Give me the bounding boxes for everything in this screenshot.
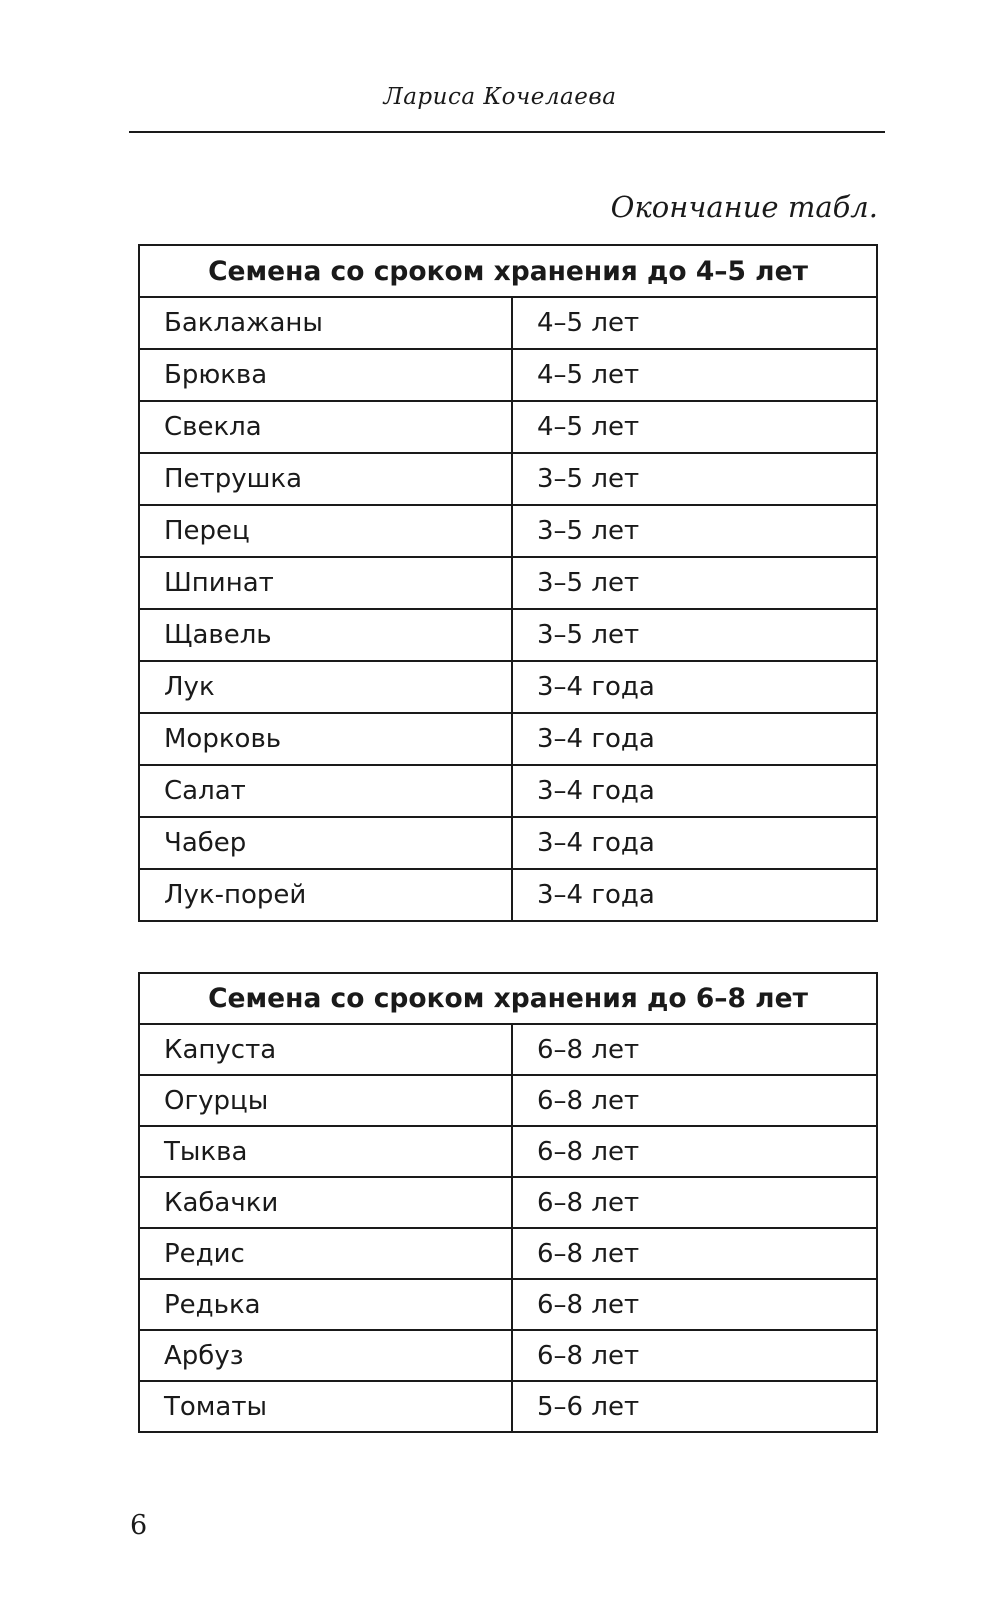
table-row xyxy=(139,1381,877,1432)
table-header-row xyxy=(139,973,877,1024)
crop-name-cell: Огурцы xyxy=(139,1075,512,1126)
storage-term-cell: 6–8 лет xyxy=(512,1279,877,1330)
crop-name-cell: Лук-порей xyxy=(139,869,512,921)
storage-term-cell: 6–8 лет xyxy=(512,1228,877,1279)
storage-term-cell: 3–4 года xyxy=(512,713,877,765)
table-body xyxy=(139,297,877,921)
table-row xyxy=(139,349,877,401)
table-row xyxy=(139,505,877,557)
crop-name-cell: Чабер xyxy=(139,817,512,869)
storage-term-cell: 6–8 лет xyxy=(512,1330,877,1381)
storage-term-cell: 3–4 года xyxy=(512,869,877,921)
table-row xyxy=(139,713,877,765)
storage-term-cell: 6–8 лет xyxy=(512,1126,877,1177)
table-row xyxy=(139,1330,877,1381)
table-row xyxy=(139,1075,877,1126)
table-continuation-note: Окончание табл. xyxy=(610,190,878,224)
storage-term-cell: 4–5 лет xyxy=(512,401,877,453)
table-row xyxy=(139,1177,877,1228)
crop-name-cell: Редька xyxy=(139,1279,512,1330)
table-row xyxy=(139,817,877,869)
storage-term-cell: 3–5 лет xyxy=(512,453,877,505)
table-row xyxy=(139,869,877,921)
crop-name-cell: Свекла xyxy=(139,401,512,453)
storage-term-cell: 5–6 лет xyxy=(512,1381,877,1432)
crop-name-cell: Перец xyxy=(139,505,512,557)
crop-name-cell: Лук xyxy=(139,661,512,713)
storage-term-cell: 6–8 лет xyxy=(512,1177,877,1228)
crop-name-cell: Шпинат xyxy=(139,557,512,609)
table-body xyxy=(139,1024,877,1432)
storage-term-cell: 3–5 лет xyxy=(512,505,877,557)
crop-name-cell: Редис xyxy=(139,1228,512,1279)
storage-term-cell: 3–5 лет xyxy=(512,557,877,609)
storage-term-cell: 6–8 лет xyxy=(512,1075,877,1126)
table-row xyxy=(139,557,877,609)
crop-name-cell: Тыква xyxy=(139,1126,512,1177)
crop-name-cell: Петрушка xyxy=(139,453,512,505)
crop-name-cell: Щавель xyxy=(139,609,512,661)
crop-name-cell: Морковь xyxy=(139,713,512,765)
table-row xyxy=(139,401,877,453)
header-rule xyxy=(129,131,885,133)
storage-term-cell: 4–5 лет xyxy=(512,297,877,349)
storage-term-cell: 3–4 года xyxy=(512,661,877,713)
crop-name-cell: Кабачки xyxy=(139,1177,512,1228)
table-title: Семена со сроком хранения до 6–8 лет xyxy=(139,973,877,1024)
page-number: 6 xyxy=(130,1510,148,1541)
table-row xyxy=(139,1126,877,1177)
storage-term-cell: 3–5 лет xyxy=(512,609,877,661)
storage-term-cell: 3–4 года xyxy=(512,817,877,869)
seed-storage-table-6-8-years xyxy=(138,972,878,1433)
table-row xyxy=(139,1024,877,1075)
running-head-author: Лариса Кочелаева xyxy=(383,84,617,110)
crop-name-cell: Капуста xyxy=(139,1024,512,1075)
table-row xyxy=(139,661,877,713)
crop-name-cell: Брюква xyxy=(139,349,512,401)
crop-name-cell: Томаты xyxy=(139,1381,512,1432)
crop-name-cell: Баклажаны xyxy=(139,297,512,349)
table-row xyxy=(139,1228,877,1279)
crop-name-cell: Арбуз xyxy=(139,1330,512,1381)
table-row xyxy=(139,765,877,817)
table-title: Семена со сроком хранения до 4–5 лет xyxy=(139,245,877,297)
storage-term-cell: 6–8 лет xyxy=(512,1024,877,1075)
table-row xyxy=(139,1279,877,1330)
storage-term-cell: 4–5 лет xyxy=(512,349,877,401)
table-header-row xyxy=(139,245,877,297)
storage-term-cell: 3–4 года xyxy=(512,765,877,817)
seed-storage-table-4-5-years xyxy=(138,244,878,922)
crop-name-cell: Салат xyxy=(139,765,512,817)
table-row xyxy=(139,297,877,349)
table-row xyxy=(139,609,877,661)
table-row xyxy=(139,453,877,505)
